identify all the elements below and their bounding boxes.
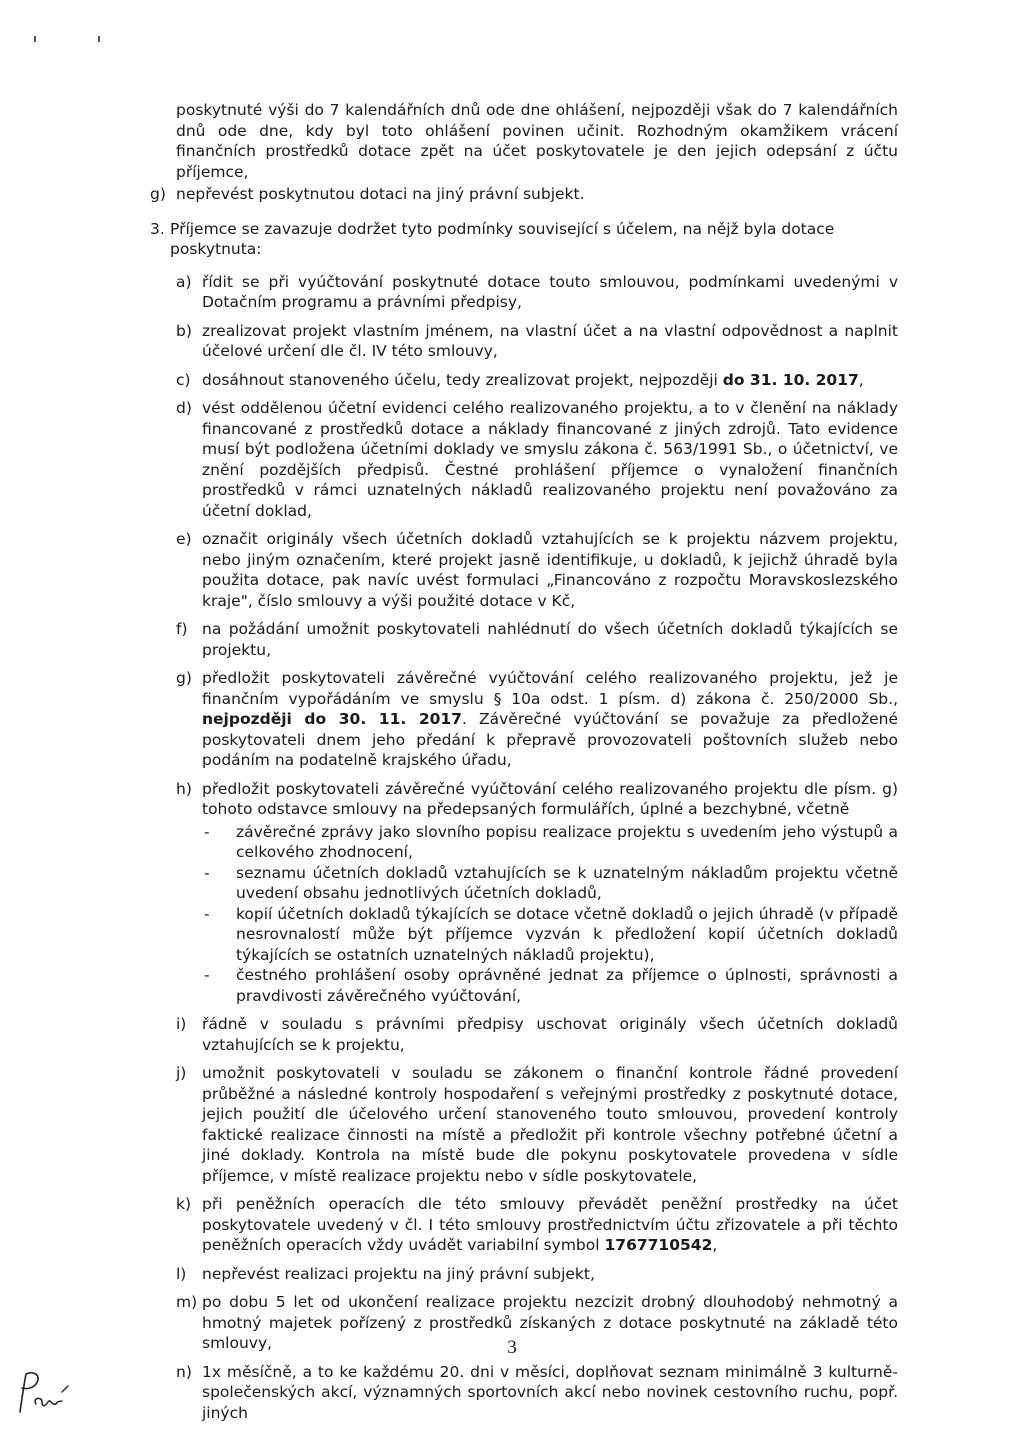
list-item [202, 965, 898, 1006]
list-item-k [176, 1194, 898, 1256]
bullet-text: závěrečné zprávy jako slovního popisu realizace projektu s uvedením jeho výstupů a celkového zhodnocení, [236, 822, 898, 861]
item-text [202, 1194, 898, 1256]
dash-marker: - [204, 863, 210, 882]
item-text-main: dosáhnout stanoveného účelu, tedy zrealizovat projekt, nejpozději [202, 370, 718, 389]
section-number: 3. [150, 219, 165, 238]
item-text: na požádání umožnit poskytovateli nahlédnutí do všech účetních dokladů týkajících se projektu, [202, 620, 898, 659]
item-text-end: , [858, 370, 864, 389]
document-body [150, 100, 898, 1431]
item-text: předložit poskytovateli závěrečné vyúčtování celého realizovaného projektu dle písm. g) tohoto odstavce smlouvy na předepsaných formulářích, úplné a bezchybné, včetně [202, 779, 898, 818]
list-item-j [176, 1063, 898, 1186]
list-item-n [176, 1362, 898, 1424]
item-text: zrealizovat projekt vlastním jménem, na vlastní účet a na vlastní odpovědnost a naplnit účelové určení dle čl. IV této smlouvy, [202, 321, 898, 360]
bullet-list [202, 822, 898, 1007]
item-body [202, 779, 898, 1007]
signature-initials [12, 1368, 72, 1416]
item-label: h) [176, 779, 192, 798]
item-label: i) [176, 1015, 187, 1033]
section-intro: Příjemce se zavazuje dodržet tyto podmínky související s účelem, na nějž byla dotace poskytnuta: [170, 219, 835, 258]
item-text: vést oddělenou účetní evidenci celého realizovaného projektu, a to v členění na náklady financované z prostředků dotace a náklady financované z jiných zdrojů. Tato evidence musí být podložena účetními doklady ve smyslu zákona č. 563/1991 Sb., o účetnictví, ve znění pozdějších předpisů. Čestné prohlášení příjemce o vynaložení finančních prostředků v rámci uznatelných nákladů realizovaného projektu není považováno za účetní doklad, [202, 399, 898, 520]
deadline-date: do 31. 10. 2017 [722, 370, 859, 389]
item-text-end: . Závěrečné vyúčtování se považuje za předložené poskytovateli dnem jeho předání k přepravě provozovateli poštovních služeb nebo podáním na podatelně krajského úřadu, [202, 710, 898, 769]
dash-marker: - [204, 822, 210, 841]
bullet-text: seznamu účetních dokladů vztahujících se k uznatelným nákladům projektu včetně uvedení obsahu jednotlivých účetních dokladů, [236, 863, 898, 902]
item-label: g) [176, 669, 192, 687]
carryover-paragraph: poskytnuté výši do 7 kalendářních dnů ode dne ohlášení, nejpozději však do 7 kalendářních dnů ode dne, kdy byl toto ohlášení povinen učinit. Rozhodným okamžikem vrácení finančních prostředků dotace zpět na účet poskytovatele je den jejich odepsání z účtu příjemce, [176, 101, 898, 181]
dash-marker: - [204, 966, 210, 984]
item-label: l) [176, 1264, 187, 1283]
item-label: c) [176, 370, 191, 389]
list-item-b [176, 321, 898, 362]
item-text: umožnit poskytovateli v souladu se zákonem o finanční kontrole řádné provedení průběžné a následné kontroly hospodaření s veřejnými prostředky z poskytnuté dotace, jejich použití dle účelového určení stanoveného touto smlouvou, provedení kontroly faktické realizace činnosti na místě a předložit při kontrole všechny potřebné účetní a jiné doklady. Kontrola na místě bude dle pokynu poskytovatele provedena v sídle příjemce, v místě realizace projektu nebo v sídle poskytovatele, [202, 1064, 898, 1185]
item-text: řádně v souladu s právními předpisy uschovat originály všech účetních dokladů vztahujících se k projektu, [202, 1015, 898, 1054]
item-text: 1x měsíčně, a to ke každému 20. dni v měsíci, doplňovat seznam minimálně 3 kulturně-společenských akcí, významných sportovních akcí nebo novinek cestovního ruchu, popř. jiných [202, 1362, 898, 1422]
list-item [202, 904, 898, 966]
list-item-h [176, 779, 898, 1007]
bullet-text: kopií účetních dokladů týkajících se dotace včetně dokladů o jejich úhradě (v případě nesrovnalostí může být příjemce vyzván k předložení kopií účetních dokladů týkajících se ostatních uznatelných nákladů projektu), [236, 904, 898, 964]
list-item-c [176, 370, 898, 391]
item-text [202, 370, 898, 391]
list-item-g-prev [150, 184, 898, 205]
bullet-text: čestného prohlášení osoby oprávněné jednat za příjemce o úplnosti, správnosti a pravdivosti závěrečného vyúčtování, [236, 966, 898, 1005]
item-text: po dobu 5 let od ukončení realizace projektu nezcizit drobný dlouhodobý nehmotný a hmotný majetek pořízený z prostředků získaných z dotace poskytnuté na základě této smlouvy, [202, 1293, 898, 1352]
item-text: nepřevést realizaci projektu na jiný právní subjekt, [202, 1264, 595, 1283]
item-text: řídit se při vyúčtování poskytnuté dotace touto smlouvou, podmínkami uvedenými v Dotačním programu a právními předpisy, [202, 272, 898, 311]
item-label: d) [176, 399, 192, 417]
list-item-l [176, 1264, 898, 1285]
item-label: b) [176, 321, 192, 340]
list-item-f [176, 619, 898, 660]
item-text [202, 668, 898, 771]
page-number: 3 [507, 1337, 517, 1358]
list-item-g [176, 668, 898, 771]
item-text-main: při peněžních operacích dle této smlouvy převádět peněžní prostředky na účet poskytovatele uvedený v čl. I této smlouvy prostřednictvím účtu zřizovatele a při těchto peněžních operacích vždy uvádět variabilní symbol [202, 1195, 898, 1254]
variable-symbol: 1767710542 [604, 1236, 713, 1254]
section-3-heading [150, 219, 898, 260]
section-3-items [176, 272, 898, 1424]
item-label: j) [176, 1064, 187, 1082]
list-item-d [176, 398, 898, 521]
item-label: n) [176, 1362, 192, 1381]
item-text-main: předložit poskytovateli závěrečné vyúčtování celého realizovaného projektu, jež je finančním vypořádáním ve smyslu § 10a odst. 1 písm. d) zákona č. 250/2000 Sb., [202, 669, 898, 708]
list-item-a [176, 272, 898, 313]
list-item-e [176, 529, 898, 611]
item-label: a) [176, 272, 192, 291]
item-text-end: , [712, 1236, 718, 1254]
item-label: e) [176, 530, 192, 548]
item-label: f) [176, 620, 188, 638]
scan-mark [34, 36, 36, 42]
item-text: nepřevést poskytnutou dotaci na jiný právní subjekt. [176, 185, 585, 203]
deadline-date: nejpozději do 30. 11. 2017 [202, 710, 462, 728]
item-label: k) [176, 1195, 192, 1213]
list-item [202, 822, 898, 863]
scan-mark [98, 36, 100, 42]
list-item-i [176, 1014, 898, 1055]
dash-marker: - [204, 904, 210, 923]
item-label: m) [176, 1293, 198, 1311]
list-item [202, 863, 898, 904]
item-label: g) [150, 185, 166, 203]
item-text: označit originály všech účetních dokladů vztahujících se k projektu názvem projektu, nebo jiným označením, které projekt jasně identifikuje, u dokladů, k jejichž úhradě byla použita dotace, pak navíc uvést formulaci „Financováno z rozpočtu Moravskoslezského kraje", číslo smlouvy a výši použité dotace v Kč, [202, 530, 898, 610]
